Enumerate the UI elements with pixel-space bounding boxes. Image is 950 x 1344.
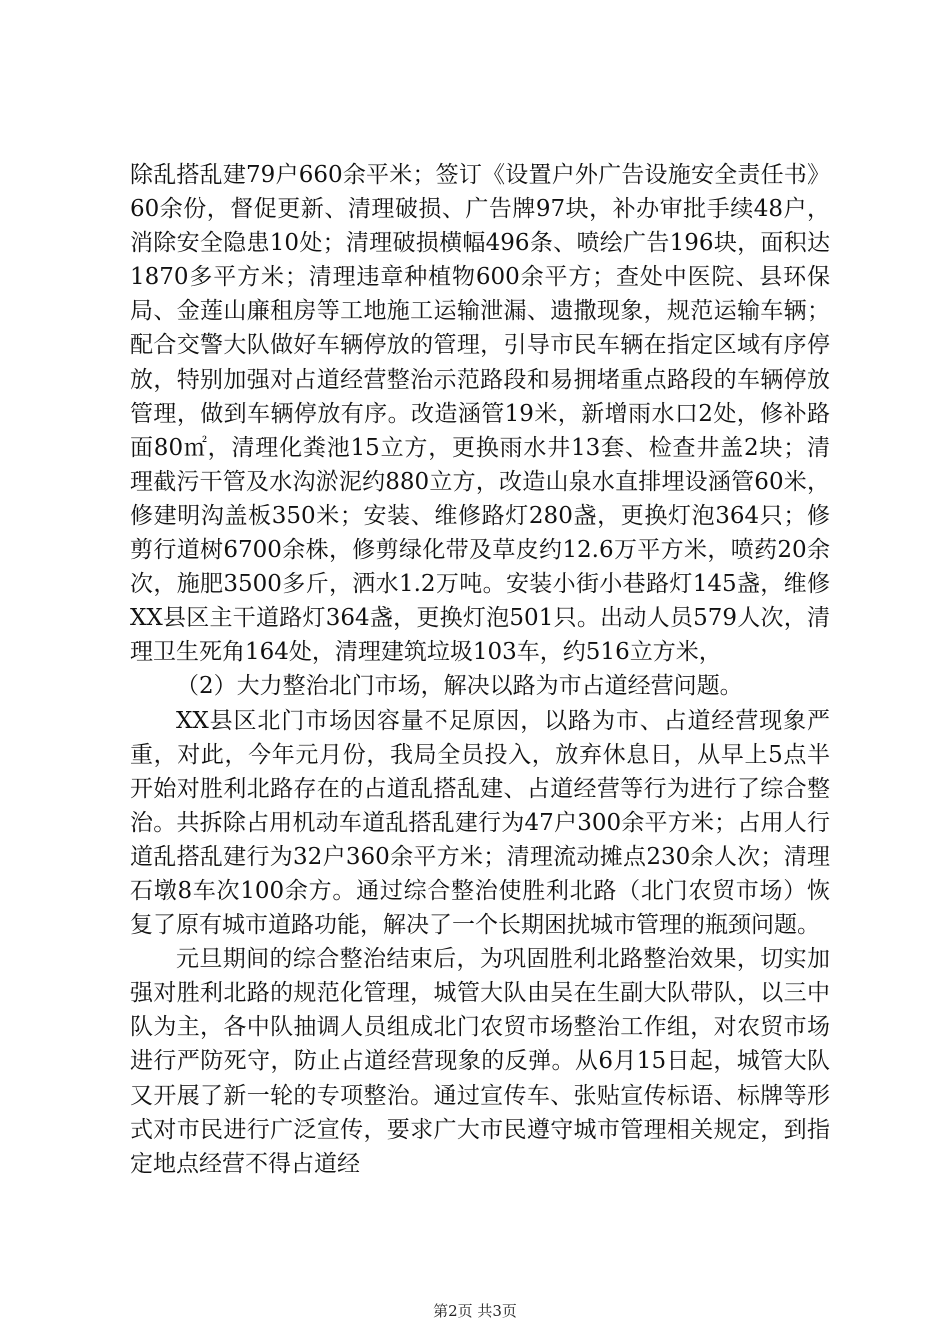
paragraph-1: 除乱搭乱建79户660余平米；签订《设置户外广告设施安全责任书》60余份，督促更新、清理破损、广告牌97块，补办审批手续48户，消除安全隐患10处；清理破损横幅496条、喷绘广告196块，面积达1870多平方米；清理违章种植物600余平方；查处中医院、县环保局、金莲山廉租房等工地施工运输泄漏、遗撒现象，规范运输车辆；配合交警大队做好车辆停放的管理，引导市民车辆在指定区域有序停放，特别加强对占道经营整治示范路段和易拥堵重点路段的车辆停放管理，做到车辆停放有序。改造涵管19米，新增雨水口2处，修补路面80㎡，清理化粪池15立方，更换雨水井13套、检查井盖2块；清理截污干管及水沟淤泥约880立方，改造山泉水直排埋设涵管60米，修建明沟盖板350米；安装、维修路灯280盏，更换灯泡364只；修剪行道树6700余株，修剪绿化带及草皮约12.6万平方米，喷药20余次，施肥3500多斤，洒水1.2万吨。安装小街小巷路灯145盏，维修XX县区主干道路灯364盏，更换灯泡501只。出动人员579人次，清理卫生死角164处，清理建筑垃圾103车，约516立方米， xyxy=(130,162,830,666)
document-body xyxy=(130,158,830,1181)
page-footer xyxy=(0,1300,950,1321)
page-number-label: 第2页 共3页 xyxy=(433,1302,517,1320)
paragraph-4: 元旦期间的综合整治结束后，为巩固胜利北路整治效果，切实加强对胜利北路的规范化管理，城管大队由吴在生副大队带队，以三中队为主，各中队抽调人员组成北门农贸市场整治工作组，对农贸市场进行严防死守，防止占道经营现象的反弹。从6月15日起，城管大队又开展了新一轮的专项整治。通过宣传车、张贴宣传标语、标牌等形式对市民进行广泛宣传，要求广大市民遵守城市管理相关规定，到指定地点经营不得占道经 xyxy=(130,946,830,1177)
paragraph-2-heading: （2）大力整治北门市场，解决以路为市占道经营问题。 xyxy=(176,673,743,700)
paragraph-3: XX县区北门市场因容量不足原因，以路为市、占道经营现象严重，对此，今年元月份，我局全员投入，放弃休息日，从早上5点半开始对胜利北路存在的占道乱搭乱建、占道经营等行为进行了综合整治。共拆除占用机动车道乱搭乱建行为47户300余平方米；占用人行道乱搭乱建行为32户360余平方米；清理流动摊点230余人次；清理石墩8车次100余方。通过综合整治使胜利北路（北门农贸市场）恢复了原有城市道路功能，解决了一个长期困扰城市管理的瓶颈问题。 xyxy=(130,707,830,939)
